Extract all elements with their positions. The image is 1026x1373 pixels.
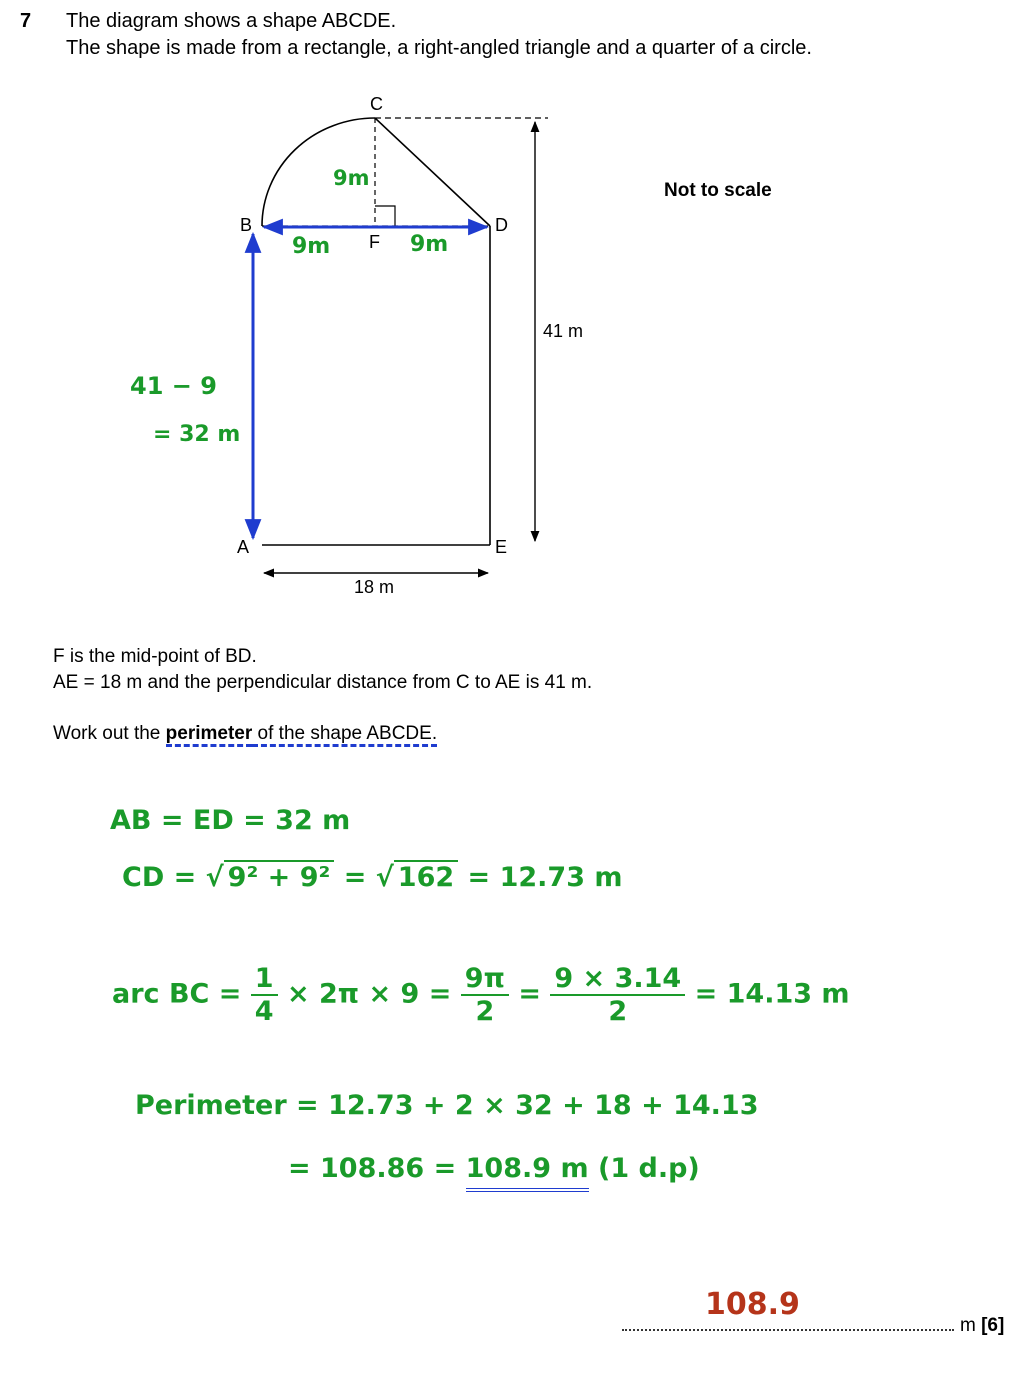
cd-root-1: 9² + 9² xyxy=(224,860,335,893)
label-c: C xyxy=(370,94,383,114)
perimeter-final: 108.9 m xyxy=(466,1153,589,1192)
question-number: 7 xyxy=(20,10,32,32)
question-line-2: The shape is made from a rectangle, a right-angled triangle and a quarter of a circle. xyxy=(66,37,812,59)
dim-label-41m: 41 m xyxy=(543,321,584,341)
cd-eq: = xyxy=(334,862,376,893)
cd-result: = 12.73 m xyxy=(458,862,623,893)
working-line-1: AB = ED = 32 m xyxy=(110,805,351,836)
label-d: D xyxy=(495,215,508,235)
arc-eq: = xyxy=(508,978,551,1010)
task-bold: perimeter xyxy=(166,723,253,747)
fraction-9x314-2: $\frac{9 \times 3.14}{2}$ xyxy=(550,963,685,1027)
perimeter-dp: (1 d.p) xyxy=(588,1153,700,1184)
annotation-cf: 9m xyxy=(333,166,370,190)
label-f: F xyxy=(369,232,380,252)
working-line-2 xyxy=(122,862,623,893)
fraction-quarter: $\frac{1}{4}$ xyxy=(251,963,278,1027)
answer-unit-marks xyxy=(960,1315,1004,1337)
side-cd xyxy=(375,118,490,226)
answer-value: 108.9 xyxy=(705,1287,800,1322)
shape-diagram xyxy=(0,0,1026,620)
label-e: E xyxy=(495,537,508,557)
sqrt-symbol-2: √ xyxy=(375,862,394,893)
label-b: B xyxy=(240,215,253,235)
task-instruction xyxy=(53,723,437,745)
annotation-bf: 9m xyxy=(292,234,331,259)
arc-mult: × 2π × 9 = xyxy=(286,978,461,1010)
not-to-scale: Not to scale xyxy=(664,180,772,201)
perimeter-calc: = 108.86 = xyxy=(288,1153,466,1184)
working-line-5 xyxy=(288,1153,700,1184)
annotation-fd: 9m xyxy=(410,232,449,257)
cd-prefix: CD = xyxy=(122,862,206,893)
working-line-4: Perimeter = 12.73 + 2 × 32 + 18 + 14.13 xyxy=(135,1090,759,1121)
answer-unit: m xyxy=(960,1315,976,1336)
question-line-1: The diagram shows a shape ABCDE. xyxy=(66,10,397,32)
answer-line xyxy=(622,1329,954,1331)
arc-prefix: arc BC = xyxy=(112,978,251,1010)
task-prefix: Work out the xyxy=(53,723,166,744)
annotation-ab-calc-1: 41 − 9 xyxy=(130,372,217,400)
info-line-2: AE = 18 m and the perpendicular distance from C to AE is 41 m. xyxy=(53,672,593,693)
fraction-9pi-2: $\frac{9\pi}{2}$ xyxy=(461,963,509,1027)
working-line-3 xyxy=(112,963,850,1027)
info-line-1: F is the mid-point of BD. xyxy=(53,646,257,667)
dim-label-18m: 18 m xyxy=(354,577,395,597)
right-angle-marker xyxy=(375,206,395,226)
answer-marks: [6] xyxy=(981,1315,1005,1336)
task-suffix: of the shape ABCDE. xyxy=(252,723,437,747)
annotation-ab-calc-2: = 32 m xyxy=(153,422,241,447)
sqrt-symbol-1: √ xyxy=(205,862,224,893)
cd-root-2: 162 xyxy=(394,860,458,893)
label-a: A xyxy=(237,537,250,557)
arc-result: = 14.13 m xyxy=(685,978,850,1010)
